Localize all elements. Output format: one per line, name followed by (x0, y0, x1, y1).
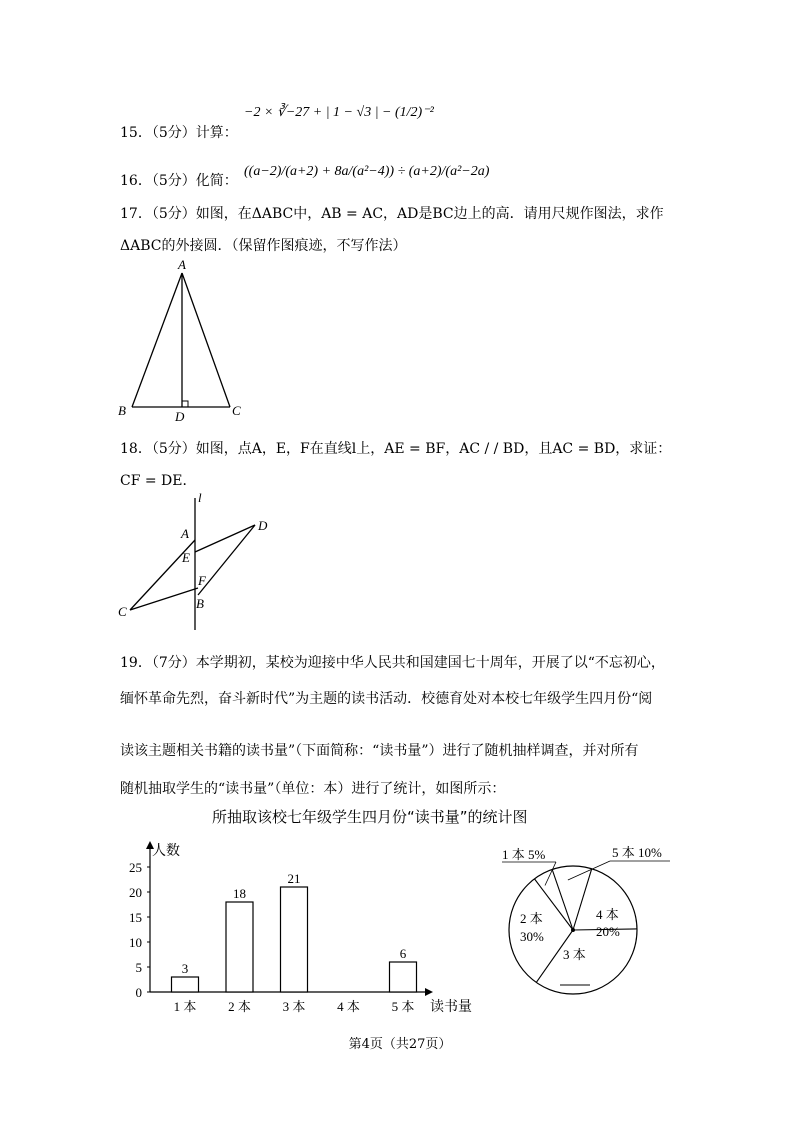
x-tick-label: 1 本 (173, 999, 197, 1014)
x-tick-label: 2 本 (228, 999, 251, 1014)
x-tick-label: 4 本 (337, 999, 360, 1014)
q15-label: 15．（5分）计算： (120, 125, 238, 141)
bar-value-label: 3 (181, 961, 189, 976)
y-tick-label: 10 (129, 935, 142, 950)
point-c-label: C (232, 403, 241, 418)
bar-value-label: 6 (399, 946, 407, 961)
point-d-label: D (175, 409, 185, 424)
point-b-label: B (118, 403, 126, 418)
q19-line4: 随机抽取学生的“读书量”（单位：本）进行了统计，如图所示： (120, 781, 506, 797)
bar (172, 977, 199, 992)
pie-label: 5 本 10% (612, 845, 662, 860)
q16-expression: ((a−2)/(a+2) + 8a/(a²−4)) ÷ (a+2)/(a²−2a) (244, 164, 490, 179)
parallel-figure (110, 490, 280, 635)
pie-label: 3 本 (563, 947, 586, 962)
triangle-figure (110, 255, 260, 425)
q17-line1: 17．（5分）如图，在ΔABC中，AB = AC，AD是BC边上的高．请用尺规作图法，求作 (120, 206, 664, 222)
bar (281, 887, 308, 992)
q19-line2: 缅怀革命先烈，奋斗新时代”为主题的读书活动．校德育处对本校七年级学生四月份“阅 (120, 691, 653, 707)
point-c-label: C (118, 604, 127, 619)
y-axis-label: 人数 (152, 844, 180, 859)
bar (390, 962, 417, 992)
chart-title: 所抽取该校七年级学生四月份“读书量”的统计图 (212, 808, 528, 826)
y-tick-label: 25 (129, 860, 142, 875)
pie-label: 1 本 5% (502, 847, 546, 862)
q18-line1: 18．（5分）如图，点A，E，F在直线l上，AE = BF，AC / / BD，且AC = BD，求证： (120, 441, 672, 457)
q19-line1: 19．（7分）本学期初，某校为迎接中华人民共和国建国七十周年，开展了以“不忘初心， (120, 655, 665, 671)
page-footer: 第4页（共27页） (348, 1037, 452, 1052)
point-e-label: E (182, 550, 190, 565)
pie-label: 2 本 (520, 911, 543, 926)
point-b-label: B (196, 596, 204, 611)
x-tick-label: 3 本 (282, 999, 306, 1014)
line-l-label: l (198, 490, 202, 505)
y-tick-label: 20 (129, 885, 142, 900)
y-tick-label: 0 (135, 985, 142, 1000)
x-tick-label: 5 本 (391, 999, 415, 1014)
bar-chart (110, 835, 490, 1020)
bar-value-label: 21 (287, 871, 301, 886)
q18-line2: CF = DE． (120, 473, 197, 489)
pie-center (571, 928, 575, 932)
point-d-label: D (258, 518, 268, 533)
point-f-label: F (198, 573, 206, 588)
point-a-label: A (181, 526, 189, 541)
q15-expression: −2 × ∛−27 + | 1 − √3 | − (1/2)⁻² (244, 105, 434, 120)
x-axis-label: 读书量 (430, 1000, 472, 1015)
y-tick-label: 15 (129, 910, 142, 925)
x-axis-arrow (425, 988, 433, 996)
q16-label: 16．（5分）化简： (120, 173, 238, 189)
pie-chart (490, 835, 690, 1005)
pie-label: 30% (520, 929, 544, 944)
pie-label: 4 本 (596, 907, 619, 922)
bar-value-label: 18 (233, 886, 246, 901)
bar (226, 902, 253, 992)
q19-line3: 读该主题相关书籍的读书量”（下面简称：“读书量”）进行了随机抽样调查，并对所有 (120, 743, 639, 759)
y-tick-label: 5 (135, 960, 142, 975)
point-a-label: A (178, 257, 186, 272)
q17-line2: ΔABC的外接圆．（保留作图痕迹，不写作法） (120, 238, 407, 254)
pie-label: 20% (596, 924, 620, 939)
